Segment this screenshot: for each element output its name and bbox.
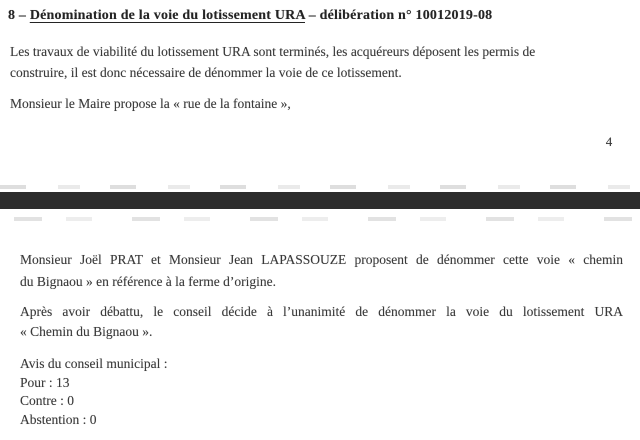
text-line: Monsieur Joël PRAT et Monsieur Jean LAPASSOUZE proposent de dénommer cette voie « chemin (20, 252, 623, 267)
page-separator-band (0, 192, 640, 209)
page-number: 4 (605, 134, 613, 149)
vote-count-abstention: Abstention : 0 (20, 411, 97, 427)
scan-artifact-smudge-top (0, 185, 640, 189)
council-opinion-title: Avis du conseil municipal : (20, 356, 168, 371)
paragraph-works-status (10, 41, 600, 83)
council-opinion-block (20, 355, 420, 429)
section-heading (8, 8, 492, 24)
vote-count-contre: Contre : 0 (20, 393, 74, 408)
vote-count-pour: Pour : 13 (20, 374, 70, 390)
section-heading-suffix: – délibération n° 10012019-08 (305, 8, 493, 23)
scan-artifact-smudge-bottom (0, 217, 640, 221)
paragraph-mayor-proposal (10, 93, 600, 114)
text-line: Monsieur le Maire propose la « rue de la fontaine », (10, 96, 291, 111)
section-number: 8 – (8, 8, 30, 23)
paragraph-councillors-proposal (20, 249, 623, 293)
text-line: du Bignaou » en référence à la ferme d’origine. (20, 274, 277, 289)
text-line: Les travaux de viabilité du lotissement URA sont terminés, les acquéreurs déposent les permis de (10, 44, 536, 59)
paragraph-council-decision (20, 302, 623, 342)
section-title-underlined: Dénomination de la voie du lotissement URA (29, 8, 305, 23)
text-line: construire, il est donc nécessaire de dénommer la voie de ce lotissement. (10, 65, 402, 80)
text-line: « Chemin du Bignaou ». (20, 324, 153, 339)
text-line: Après avoir débattu, le conseil décide à l’unanimité de dénommer la voie du lotissement URA (20, 304, 623, 319)
